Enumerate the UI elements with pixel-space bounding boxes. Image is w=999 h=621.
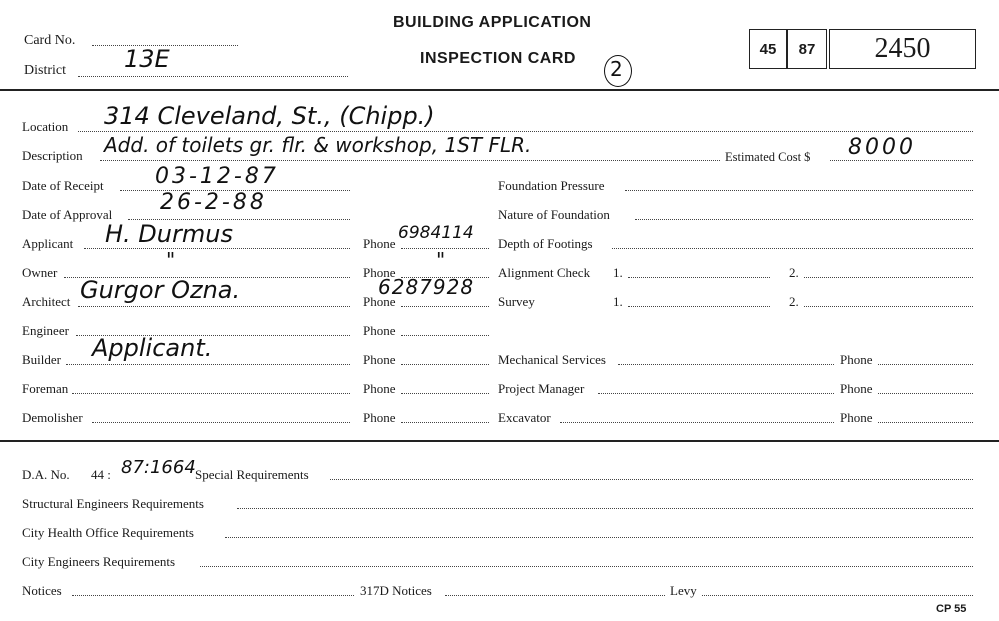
architect-value: Gurgor Ozna. [80,276,241,304]
demolisher-label: Demolisher [22,410,83,425]
excavator-field [560,422,834,423]
notices-field [72,595,354,596]
foundation-pressure-label: Foundation Pressure [498,178,605,193]
estimated-cost-value: 8000 [848,135,916,160]
date-of-approval-value: 26-2-88 [160,190,267,215]
estimated-cost-field [830,160,973,161]
builder-phone-label: Phone [363,352,396,367]
demolisher-phone-field [401,422,489,423]
notices-317d-label: 317D Notices [360,583,432,598]
alignment-check-field-1 [628,277,770,278]
excavator-phone-label: Phone [840,410,873,425]
levy-field [702,595,973,596]
applicant-label: Applicant [22,236,74,251]
district-label: District [24,63,66,78]
description-field [100,160,720,161]
engineer-phone-label: Phone [363,323,396,338]
applicant-phone-field [401,248,489,249]
notices-317d-field [445,595,665,596]
city-health-field [225,537,973,538]
date-of-receipt-label: Date of Receipt [22,178,104,193]
demolisher-field [92,422,350,423]
da-no-label: D.A. No. [22,467,70,482]
foreman-phone-field [401,393,489,394]
project-manager-phone-field [878,393,973,394]
project-manager-field [598,393,834,394]
survey-num-1: 1. [613,294,623,309]
architect-field [78,306,350,307]
applicant-field [84,248,350,249]
da-no-prefix: 44 : [91,467,111,482]
header-divider [0,89,999,91]
excavator-label: Excavator [498,410,551,425]
district-value: 13E [124,45,170,73]
title-line-1: BUILDING APPLICATION [393,14,592,31]
description-value: Add. of toilets gr. flr. & workshop, 1ST FLR. [104,133,532,157]
builder-field [66,364,350,365]
foreman-label: Foreman [22,381,69,396]
architect-phone-field [401,306,489,307]
title-line-2: INSPECTION CARD [420,50,576,67]
location-field [78,131,973,132]
builder-value: Applicant. [92,334,213,362]
district-field [78,76,348,77]
alignment-check-field-2 [804,277,973,278]
owner-phone-label: Phone [363,265,396,280]
depth-of-footings-label: Depth of Footings [498,236,593,251]
survey-field-2 [804,306,973,307]
requirements-divider [0,440,999,442]
alignment-check-num-2: 2. [789,265,799,280]
city-health-label: City Health Office Requirements [22,525,194,540]
structural-engineers-field [237,508,973,509]
survey-label: Survey [498,294,535,309]
applicant-value: H. Durmus [105,220,233,248]
city-engineers-label: City Engineers Requirements [22,554,176,569]
builder-label: Builder [22,352,61,367]
estimated-cost-label: Estimated Cost $ [725,150,811,164]
description-label: Description [22,148,83,163]
da-no-value: 87:1664 [121,457,196,478]
applicant-phone-label: Phone [363,236,396,251]
depth-of-footings-field [612,248,973,249]
architect-label: Architect [22,294,71,309]
mechanical-services-phone-field [878,364,973,365]
ref-box-2: 87 [787,29,827,69]
architect-phone-label: Phone [363,294,396,309]
form-code: CP 55 [936,603,967,615]
foreman-phone-label: Phone [363,381,396,396]
mechanical-services-label: Mechanical Services [498,352,606,367]
date-of-receipt-value: 03-12-87 [155,164,279,189]
alignment-check-num-1: 1. [613,265,623,280]
structural-engineers-label: Structural Engineers Requirements [22,496,204,511]
mechanical-services-phone-label: Phone [840,352,873,367]
nature-of-foundation-field [635,219,973,220]
ref-box-3: 2450 [829,29,976,69]
owner-phone-ditto: " [436,248,446,272]
foundation-pressure-field [625,190,973,191]
card-no-label: Card No. [24,33,76,48]
project-manager-phone-label: Phone [840,381,873,396]
demolisher-phone-label: Phone [363,410,396,425]
owner-ditto: " [166,248,176,272]
alignment-check-label: Alignment Check [498,265,591,280]
applicant-phone-value: 6984114 [398,223,474,243]
owner-label: Owner [22,265,58,280]
location-label: Location [22,119,69,134]
ref-box-1: 45 [749,29,787,69]
engineer-label: Engineer [22,323,69,338]
excavator-phone-field [878,422,973,423]
circled-number: 2 [610,57,623,81]
architect-phone-value: 6287928 [378,275,475,299]
city-engineers-field [200,566,973,567]
foreman-field [72,393,350,394]
survey-num-2: 2. [789,294,799,309]
builder-phone-field [401,364,489,365]
special-requirements-field [330,479,973,480]
project-manager-label: Project Manager [498,381,585,396]
notices-label: Notices [22,583,62,598]
location-value: 314 Cleveland, St., (Chipp.) [104,102,435,130]
engineer-phone-field [401,335,489,336]
mechanical-services-field [618,364,834,365]
nature-of-foundation-label: Nature of Foundation [498,207,610,222]
levy-label: Levy [670,583,697,598]
survey-field-1 [628,306,770,307]
date-of-approval-label: Date of Approval [22,207,113,222]
special-requirements-label: Special Requirements [195,467,309,482]
